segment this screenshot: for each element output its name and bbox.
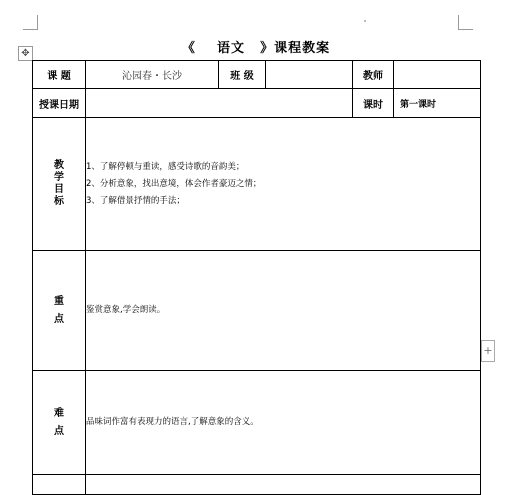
objectives-content[interactable] <box>86 118 481 251</box>
table-row <box>33 475 481 495</box>
date-value[interactable] <box>86 89 353 118</box>
objective-item: 2、分析意象，找出意境，体会作者豪迈之情； <box>86 178 262 189</box>
objectives-label-char: 学 <box>54 172 64 183</box>
table-row <box>33 371 481 475</box>
key-points-label-char: 重 <box>54 295 64 307</box>
page-corner-mark-top-left <box>23 15 38 30</box>
teacher-value[interactable] <box>394 61 481 89</box>
lesson-plan-table <box>32 60 481 495</box>
add-row-handle-icon[interactable]: + <box>481 340 495 362</box>
empty-cell[interactable] <box>33 475 86 495</box>
difficulties-label <box>33 371 86 475</box>
difficulties-content[interactable] <box>86 371 481 475</box>
topic-value[interactable]: 沁园春・长沙 <box>86 61 219 89</box>
table-row <box>33 89 481 118</box>
key-points-label <box>33 251 86 371</box>
date-label: 授课日期 <box>33 89 86 118</box>
objectives-label-char: 目 <box>54 184 64 195</box>
class-label: 班 级 <box>219 61 266 89</box>
table-row <box>33 251 481 371</box>
key-points-label-char: 点 <box>54 313 64 325</box>
key-points-text: 鉴赏意象,学会朗读。 <box>86 305 166 315</box>
objective-item: 3、了解借景抒情的手法； <box>86 195 185 206</box>
stray-dot <box>364 20 366 22</box>
period-value[interactable]: 第一课时 <box>394 89 481 118</box>
topic-label: 课 题 <box>33 61 86 89</box>
empty-cell[interactable] <box>86 475 481 495</box>
key-points-content[interactable] <box>86 251 481 371</box>
table-move-handle-icon[interactable]: ✥ <box>18 46 33 61</box>
title-subject: 语文 <box>216 41 245 56</box>
difficulties-text: 品味词作富有表现力的语言,了解意象的含义。 <box>86 417 259 427</box>
period-label: 课时 <box>353 89 394 118</box>
title-prefix: 《 <box>181 41 196 56</box>
title-suffix: 》课程教案 <box>260 41 331 56</box>
table-row <box>33 61 481 89</box>
objectives-label <box>33 118 86 251</box>
objectives-label-char: 教 <box>54 160 64 171</box>
table-row <box>33 118 481 251</box>
difficulties-label-char: 难 <box>54 407 64 419</box>
objective-item: 1、了解停顿与重读，感受诗歌的音韵美； <box>86 161 245 172</box>
teacher-label: 教师 <box>353 61 394 89</box>
class-value[interactable] <box>266 61 353 89</box>
difficulties-label-char: 点 <box>54 425 64 437</box>
objectives-label-char: 标 <box>54 196 64 207</box>
document-title <box>32 37 480 56</box>
page-corner-mark-top-right <box>458 15 473 30</box>
